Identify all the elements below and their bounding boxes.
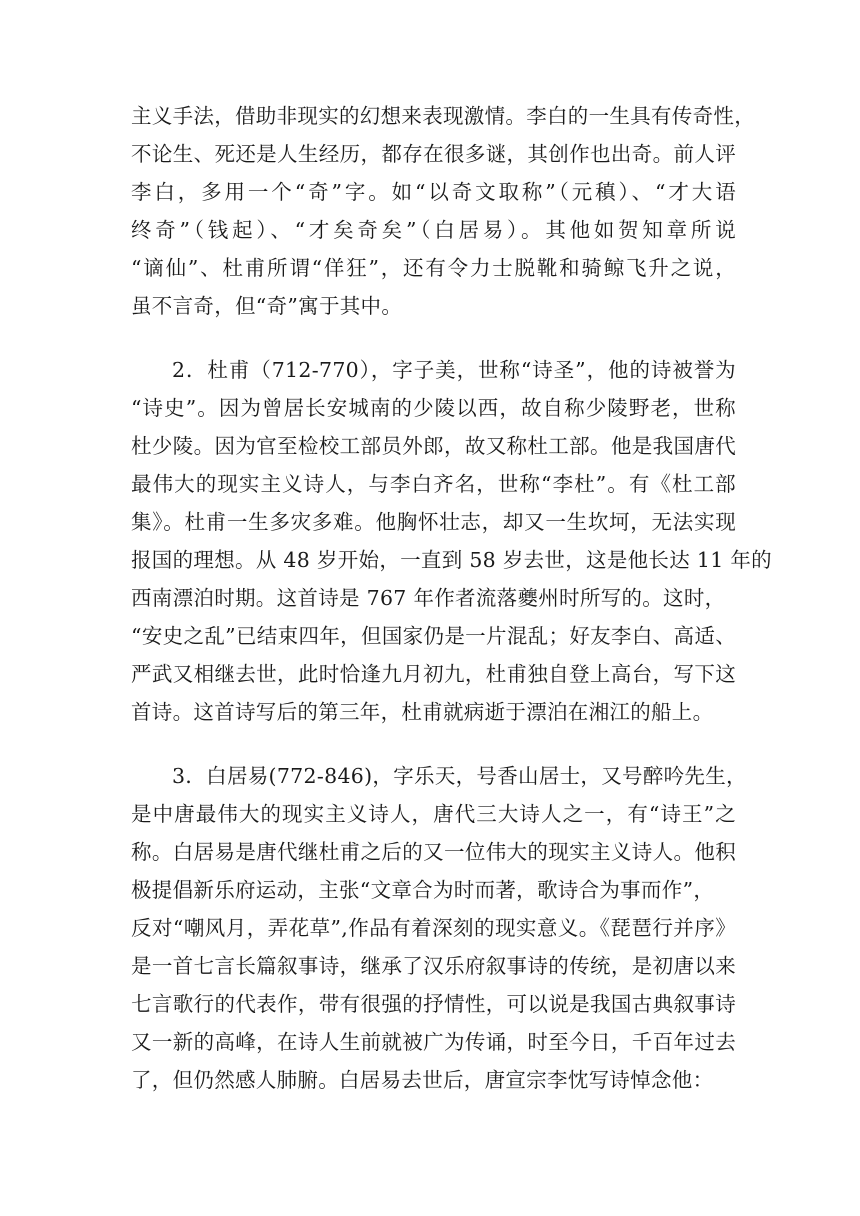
- text-line: 是一首七言长篇叙事诗，继承了汉乐府叙事诗的传统，是初唐以来: [131, 954, 736, 978]
- text-line: 称。白居易是唐代继杜甫之后的又一位伟大的现实主义诗人。他积: [131, 840, 736, 864]
- text-line: 七言歌行的代表作，带有很强的抒情性，可以说是我国古典叙事诗: [131, 992, 736, 1016]
- text-line: 又一新的高峰，在诗人生前就被广为传诵，时至今日，千百年过去: [131, 1030, 736, 1054]
- text-line: 报国的理想。从 48 岁开始，一直到 58 岁去世，这是他长达 11 年的: [131, 548, 772, 572]
- text-line: 严武又相继去世，此时恰逢九月初九，杜甫独自登上高台，写下这: [131, 662, 736, 686]
- text-line: 西南漂泊时期。这首诗是 767 年作者流落夔州时所写的。这时，: [131, 586, 726, 610]
- text-line: 集》。杜甫一生多灾多难。他胸怀壮志，却又一生坎坷，无法实现: [131, 510, 736, 534]
- text-line: 是中唐最伟大的现实主义诗人，唐代三大诗人之一，有“诗王”之: [131, 802, 736, 826]
- text-line: 反对“嘲风月，弄花草”,作品有着深刻的现实意义。《琵琶行并序》: [131, 916, 736, 940]
- text-line: 杜少陵。因为官至检校工部员外郎，故又称杜工部。他是我国唐代: [131, 434, 736, 458]
- text-line: 极提倡新乐府运动，主张“文章合为时而著，歌诗合为事而作”，: [131, 878, 715, 902]
- text-line: 终奇”（钱起）、“才矣奇矣”（白居易）。其他如贺知章所说: [131, 218, 736, 242]
- text-line: “诗史”。因为曾居长安城南的少陵以西，故自称少陵野老，世称: [131, 396, 736, 420]
- text-line: 最伟大的现实主义诗人，与李白齐名，世称“李杜”。有《杜工部: [131, 472, 736, 496]
- text-line: 李白，多用一个“奇”字。如“以奇文取称”（元稹）、“才大语: [131, 180, 736, 204]
- text-line: “谪仙”、杜甫所谓“佯狂”，还有令力士脱靴和骑鲸飞升之说，: [131, 256, 736, 280]
- text-line: 了，但仍然感人肺腑。白居易去世后，唐宣宗李忱写诗悼念他：: [131, 1068, 714, 1092]
- text-line: 主义手法，借助非现实的幻想来表现激情。李白的一生具有传奇性，: [131, 104, 755, 128]
- text-line: 不论生、死还是人生经历，都存在很多谜，其创作也出奇。前人评: [131, 142, 736, 166]
- text-line: 首诗。这首诗写后的第三年，杜甫就病逝于漂泊在湘江的船上。: [131, 700, 714, 724]
- text-line: 3．白居易(772-846)，字乐天，号香山居士，又号醉吟先生，: [172, 764, 747, 788]
- text-line: “安史之乱”已结束四年，但国家仍是一片混乱；好友李白、高适、: [131, 624, 736, 648]
- text-line: 虽不言奇，但“奇”寓于其中。: [131, 294, 403, 318]
- text-line: 2．杜甫（712-770），字子美，世称“诗圣”，他的诗被誉为: [172, 358, 736, 382]
